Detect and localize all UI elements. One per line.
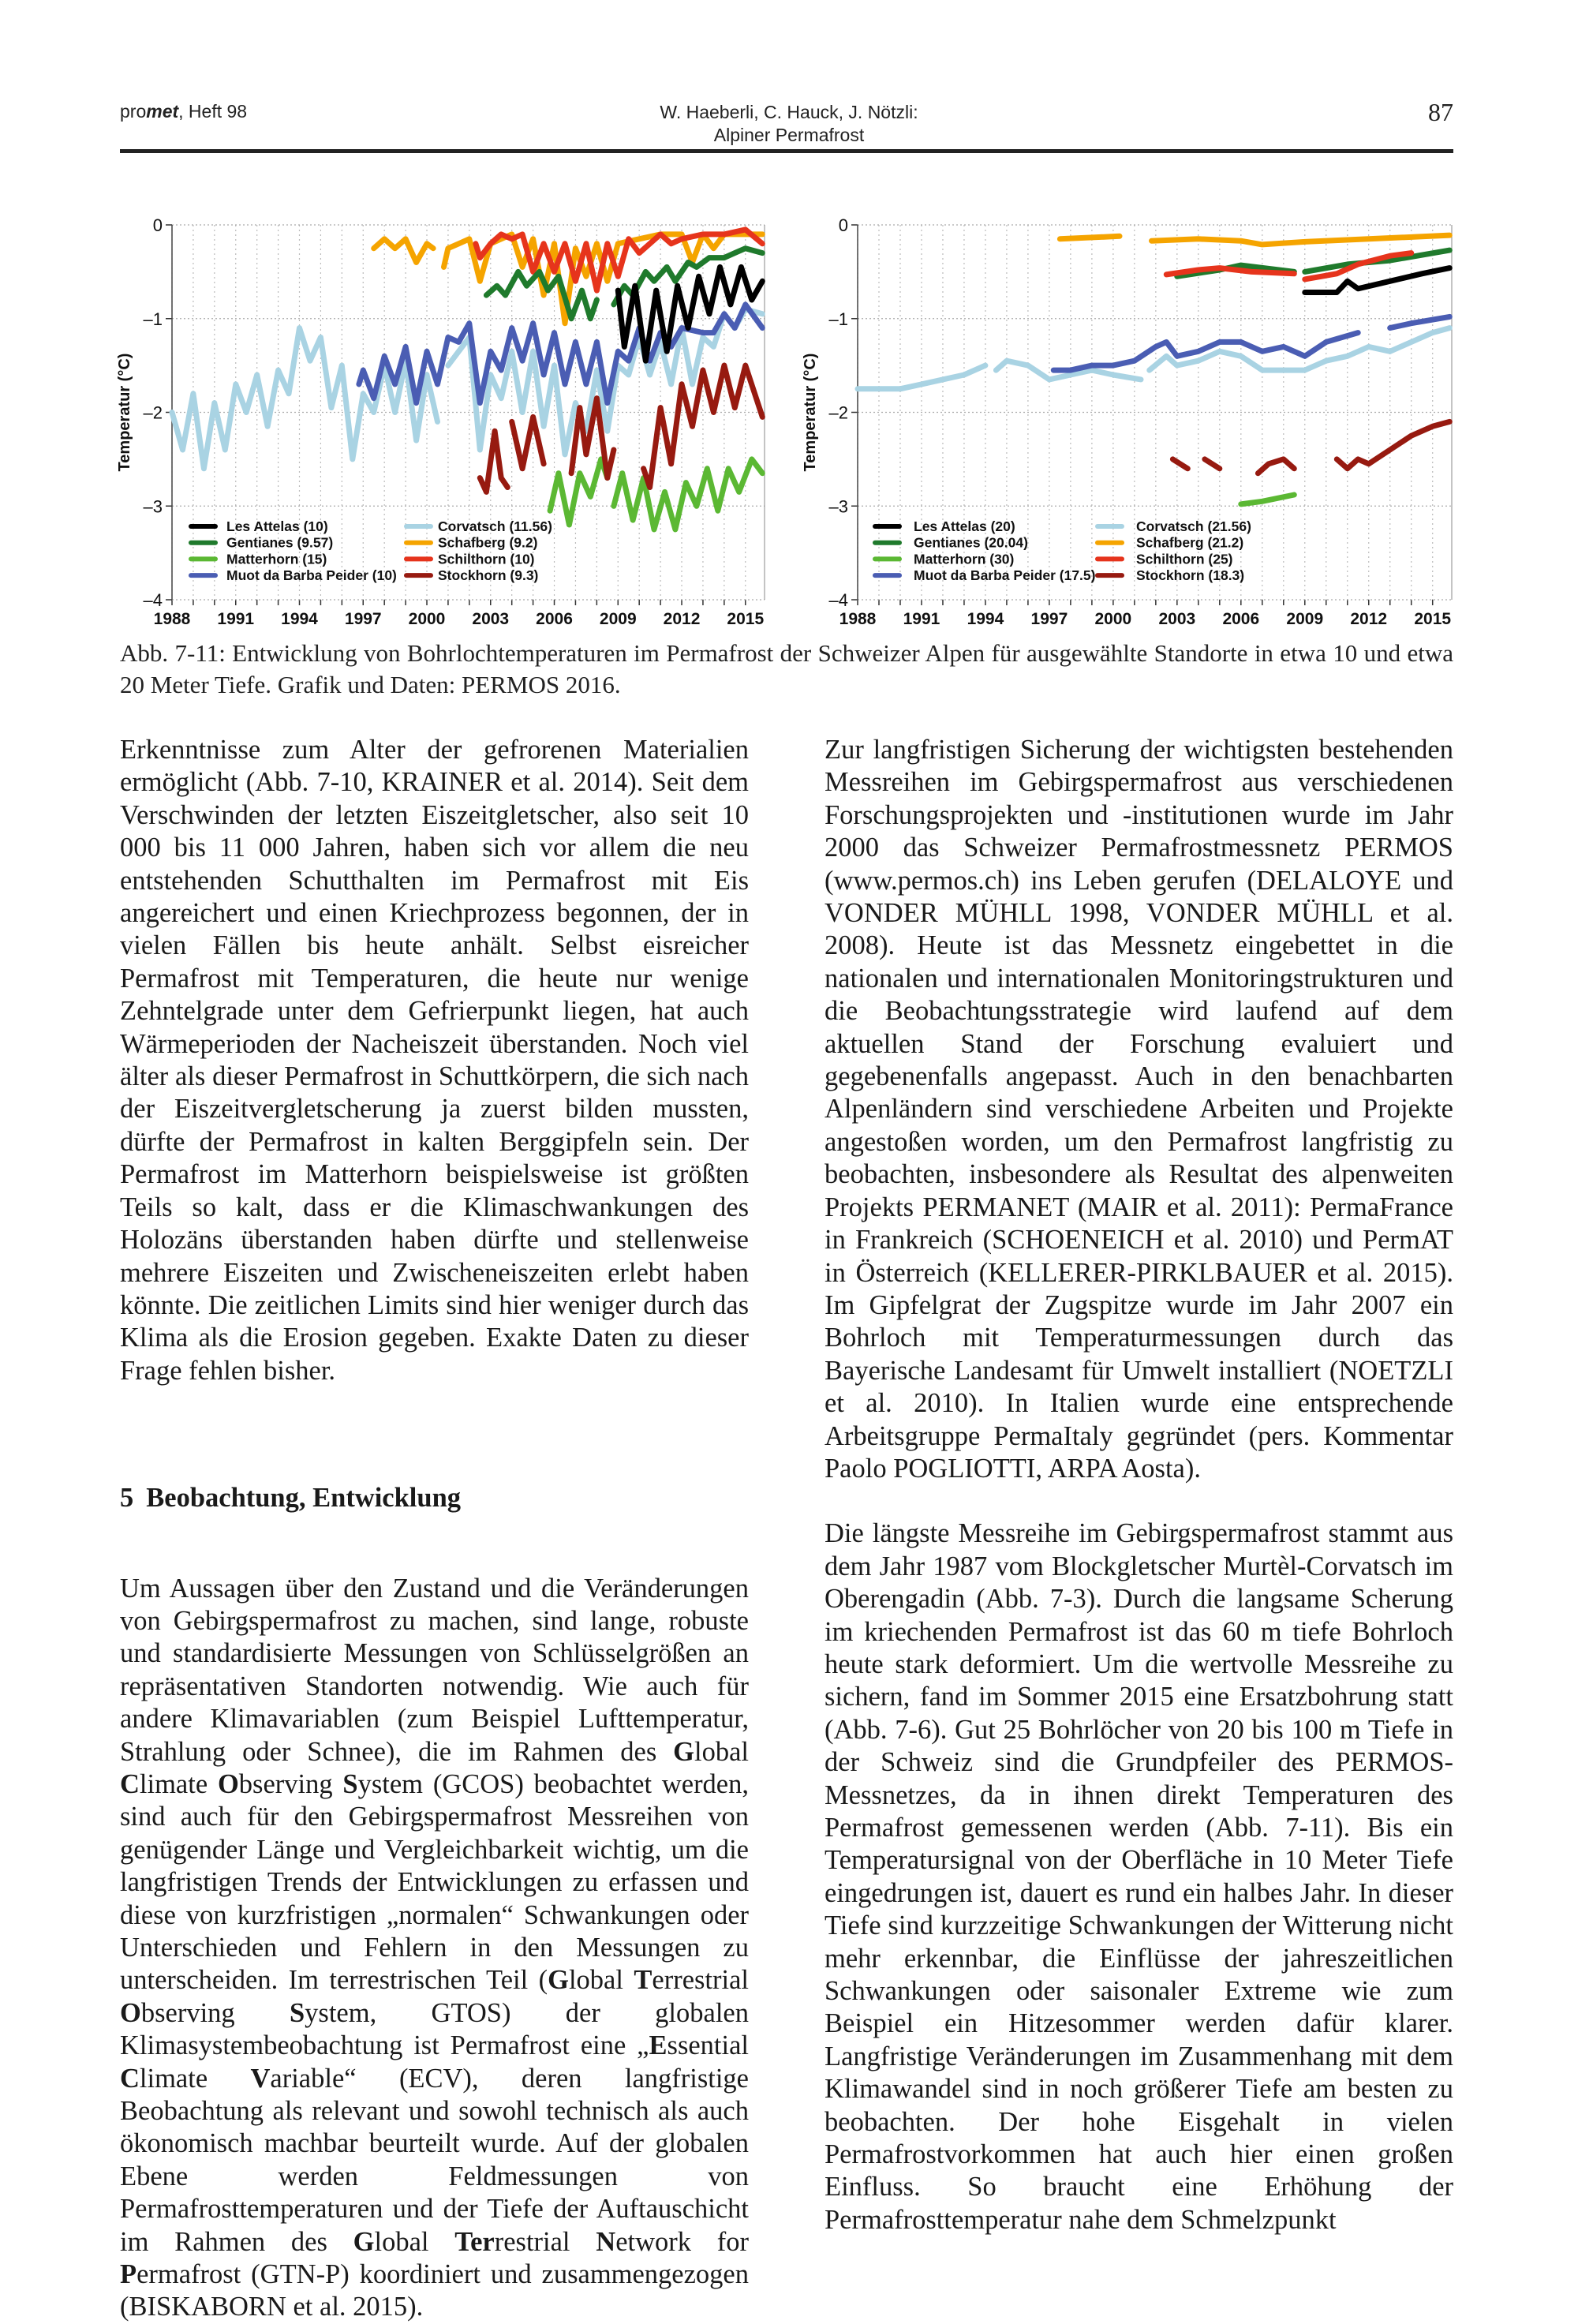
x-tick-label: 1991 [217,610,255,628]
running-head-authors: W. Haeberli, C. Hauck, J. Nötzli: [660,102,918,122]
y-tick-label: 0 [838,215,848,235]
legend-item [875,535,1028,551]
bold-initial: T [634,1965,653,1996]
text-run: Erkenntnisse zum Alter der gefrorenen Materialien ermöglicht (Abb. 7-10, KRAINER et al. 2014). Seit dem Verschwinden der letzten Eiszeitgletscher, also seit 10 000 bis 11 000 Jahren, haben sich vor allem die neu entstehenden Schutthalten im Permafrost mit Eis angereichert und einen Kriechprozess begonnen, der in vielen Fällen bis heute anhält. Selbst eisreicher Permafrost mit Temperaturen, die heute nur wenige Zehntelgrade unter dem Gefrierpunkt liegen, hat auch Wärmeperioden der Nacheiszeit überstanden. Noch viel älter als dieser Permafrost in Schuttkörpern, die sich nach der Eiszeitvergletscherung ja zuerst bilden mussten, dürfte der Permafrost in kalten Berggipfeln sein. Der Permafrost im Matterhorn beispielsweise ist größten Teils so kalt, dass er die Klimaschwankungen des Holozäns überstanden haben dürfte und stellenweise mehrere Eiszeiten und Zwischeneiszeiten erlebt haben könnte. Die zeitlichen Limits sind hier weniger durch das Klima als die Erosion gegeben. Exakte Daten zu dieser Frage fehlen bisher. [120,735,749,1386]
text-run: lobal [374,2226,455,2257]
journal-name-prefix: pro [120,101,147,122]
x-tick-label: 2009 [599,610,637,628]
section-title: Beobachtung, Entwicklung [146,1483,462,1514]
legend-item [1097,518,1251,534]
bold-initial: G [673,1736,695,1767]
text-run: limate [139,1768,218,1799]
legend-label: Matterhorn (15) [226,551,327,567]
legend-item [1097,551,1233,567]
legend-label: Corvatsch (21.56) [1136,518,1251,534]
bold-initial: C [120,2063,140,2094]
x-tick-label: 2000 [408,610,446,628]
chart-20m [802,215,1452,628]
text-run: ssential [667,2030,749,2061]
x-tick-label: 1988 [153,610,191,628]
x-tick-label: 1994 [281,610,318,628]
right-column [825,734,1453,2236]
text-run: bserving [140,1997,290,2028]
legend-label: Muot da Barba Peider (10) [226,567,397,584]
bold-initial: E [649,2030,667,2061]
legend-label: Gentianes (20.04) [914,534,1028,551]
paragraph [120,1573,749,2324]
section-number: 5 [120,1483,134,1514]
y-tick-label: –2 [828,402,848,423]
x-tick-label: 1988 [839,610,877,628]
y-axis-label: Temperatur (°C) [116,353,133,472]
x-tick-label: 2003 [1158,610,1196,628]
running-head-title: Alpiner Permafrost [713,125,865,145]
legend-item [1097,567,1244,583]
legend-label: Les Attelas (10) [226,518,328,534]
left-column [120,734,749,2324]
legend-label: Corvatsch (11.56) [438,518,552,534]
y-tick-label: 0 [152,215,163,235]
paragraph [120,734,749,1387]
x-tick-label: 2012 [1350,610,1388,628]
x-tick-label: 2015 [1414,610,1452,628]
legend-item [406,567,538,583]
legend-item [406,535,537,551]
paragraph-gap [825,1485,1453,1518]
legend-label: Gentianes (9.57) [226,534,334,551]
series-line-stockhorn [1172,421,1449,473]
text-run: Zur langfristigen Sicherung der wichtigsten bestehenden Messreihen im Gebirgspermafrost aus verschiedenen Forschungsprojekten und -institutionen wurde im Jahr 2000 das Schweizer Permafrostmessnetz PERMOS (www.permos.ch) ins Leben gerufen (DELALOYE und VONDER MÜHLL 1998, VONDER MÜHLL et al. 2008). Heute ist das Messnetz eingebettet in die nationalen und internationalen Monitoringstrukturen und die Beobachtungsstrategie wird laufend auf dem aktuellen Stand der Forschung evaluiert und gegebenenfalls angepasst. Auch in den benachbarten Alpenländern sind verschiedene Arbeiten und Projekte angestoßen worden, um den Permafrost langfristig zu beobachten, insbesondere als Resultat des alpenweiten Projekts PERMANET (MAIR et al. 2011): PermaFrance in Frankreich (SCHOENEICH et al. 2010) und PermAT in Österreich (KELLERER-PIRKLBAUER et al. 2015). Im Gipfelgrat der Zugspitze wurde im Jahr 2007 ein Bohrloch mit Temperaturmessungen durch das Bayerische Landesamt für Umwelt installiert (NOETZLI et al. 2010). In Italien wurde eine entsprechende Arbeitsgruppe PermaItaly gegründet (pers. Kommentar Paolo POGLIOTTI, ARPA Aosta). [825,735,1453,1484]
legend-label: Matterhorn (30) [914,551,1015,567]
text-run: ermafrost (GTN-P) koordiniert und zusammengezogen (BISKABORN et al. 2015). [120,2259,749,2322]
series-line-schafberg [1060,235,1449,245]
series-line-les-attelas [1305,268,1450,293]
text-run: ariable“ (ECV), deren langfristige Beobachtung als relevant und sowohl technisch als auch ökonomisch machbar beurteilt wurde. Auf der globalen Ebene werden Feldmessungen von Permafrosttemperaturen und der Tiefe der Auftauschicht im Rahmen des [120,2063,749,2257]
x-tick-label: 1991 [903,610,940,628]
figure-caption: Abb. 7-11: Entwicklung von Bohrlochtemperaturen im Permafrost der Schweizer Alpen für ausgewählte Standorte in etwa 10 und etwa 20 Meter Tiefe. Grafik und Daten: PERMOS 2016. [120,639,1453,698]
legend-label: Schafberg (9.2) [438,534,538,551]
legend-item [406,551,535,567]
x-tick-label: 1994 [967,610,1004,628]
y-tick-label: –2 [143,402,163,423]
x-tick-label: 2003 [472,610,510,628]
y-tick-label: –3 [143,496,163,517]
bold-initial: N [596,2226,616,2257]
page-number: 87 [1428,98,1453,126]
legend-item [191,535,333,551]
bold-initial: S [342,1768,358,1799]
x-tick-label: 2006 [1222,610,1260,628]
bold-initial: O [120,1997,141,2028]
text-run: limate [139,2063,251,2094]
text-run: ystem, GTOS) der globalen Klimasystembeobachtung ist Permafrost eine „ [120,1997,749,2061]
x-tick-label: 2015 [727,610,765,628]
y-axis-label: Temperatur (°C) [802,353,819,472]
legend-label: Stockhorn (9.3) [438,567,539,584]
series-line-schilthorn [1166,253,1411,279]
legend-label: Schilthorn (25) [1136,551,1233,567]
legend-label: Muot da Barba Peider (17.5) [914,567,1096,584]
bold-initial: G [548,1965,569,1996]
y-tick-label: –4 [828,590,848,610]
legend-item [191,567,397,583]
bold-initial: Ter [454,2226,495,2257]
text-run: lobal [694,1736,749,1767]
legend-item [875,518,1015,534]
legend-item [191,551,327,567]
text-run: restrial [494,2226,596,2257]
text-run: ystem (GCOS) beobachtet werden, sind auch für den Gebirgspermafrost Messreihen von genügender Länge und Vergleichbarkeit wichtig, um die langfristigen Trends der Entwicklungen zu erfassen und diese von kurzfristigen „normalen“ Schwankungen oder Unterschieden und Fehlern in den Messungen zu unterscheiden. Im terrestrischen Teil ( [120,1768,749,1996]
legend-item [875,567,1095,583]
y-tick-label: –1 [828,309,848,329]
legend-label: Schilthorn (10) [438,551,535,567]
text-run: etwork for [615,2226,749,2257]
legend-item [406,518,552,534]
x-tick-label: 1997 [1030,610,1068,628]
journal-name-emphasis: met [146,101,179,122]
series-line-matterhorn [1241,495,1295,504]
series-line-corvatsch [858,328,1449,389]
paragraph [825,734,1453,1485]
paragraph [825,1518,1453,2236]
y-tick-label: –4 [143,590,163,610]
bold-initial: C [120,1768,140,1799]
section-heading [120,1482,749,1514]
figure-charts [0,0,1578,631]
text-run: Die längste Messreihe im Gebirgspermafrost stammt aus dem Jahr 1987 vom Blockgletscher Murtèl-Corvatsch im Oberengadin (Abb. 7-3). Durch die langsame Scherung im kriechenden Permafrost ist das 60 m tiefe Bohrloch heute stark deformiert. Um die wertvolle Messreihe zu sichern, fand im Sommer 2015 eine Ersatzbohrung statt (Abb. 7-6). Gut 25 Bohrlöcher von 20 bis 100 m Tiefe in der Schweiz sind die Grundpfeiler des PERMOS-Messnetzes, da in ihnen direkt Temperaturen des Permafrost gemessenen werden (Abb. 7-11). Bis ein Temperatursignal von der Oberfläche in 10 Meter Tiefe eingedrungen ist, dauert es rund ein halbes Jahr. In dieser Tiefe sind kurzzeitige Schwankungen der Witterung nicht mehr erkennbar, die Einflüsse der jahreszeitlichen Schwankungen oder saisonaler Extreme wie zum Beispiel ein Hitzesommer werden dafür klarer. Langfristige Veränderungen im Zusammenhang mit dem Klimawandel sind in noch größerer Tiefe am besten zu beobachten. Der hohe Eisgehalt in vielen Permafrostvorkommen hat auch hier einen großen Einfluss. So braucht eine Erhöhung der Permafrosttemperatur nahe dem Schmelzpunkt [825,1518,1453,2235]
legend-item [1097,535,1243,551]
text-run: Um Aussagen über den Zustand und die Veränderungen von Gebirgspermafrost zu machen, sind lange, robuste und standardisierte Messungen von Schlüsselgrößen an repräsentativen Standorten notwendig. Wie auch für andere Klimavariablen (zum Beispiel Lufttemperatur, Strahlung oder Schnee), die im Rahmen des [120,1573,749,1767]
x-tick-label: 2000 [1094,610,1132,628]
bold-initial: S [289,1997,305,2028]
text-run: lobal [568,1965,634,1996]
legend-label: Les Attelas (20) [914,518,1015,534]
bold-initial: P [120,2259,137,2290]
bold-initial: V [250,2063,271,2094]
x-tick-label: 1997 [344,610,382,628]
legend-label: Stockhorn (18.3) [1136,567,1245,584]
text-run: errestrial [652,1965,749,1996]
x-tick-label: 2012 [663,610,701,628]
y-tick-label: –1 [143,309,163,329]
legend-label: Schafberg (21.2) [1136,534,1244,551]
legend-item [875,551,1014,567]
x-tick-label: 2009 [1286,610,1324,628]
x-tick-label: 2006 [536,610,573,628]
chart-10m [116,215,765,628]
series-line-matterhorn [550,459,762,530]
text-run: bserving [238,1768,343,1799]
bold-initial: G [353,2226,375,2257]
journal-issue-number: , Heft 98 [178,101,248,122]
legend-item [191,518,328,534]
y-tick-label: –3 [828,496,848,517]
bold-initial: O [217,1768,239,1799]
